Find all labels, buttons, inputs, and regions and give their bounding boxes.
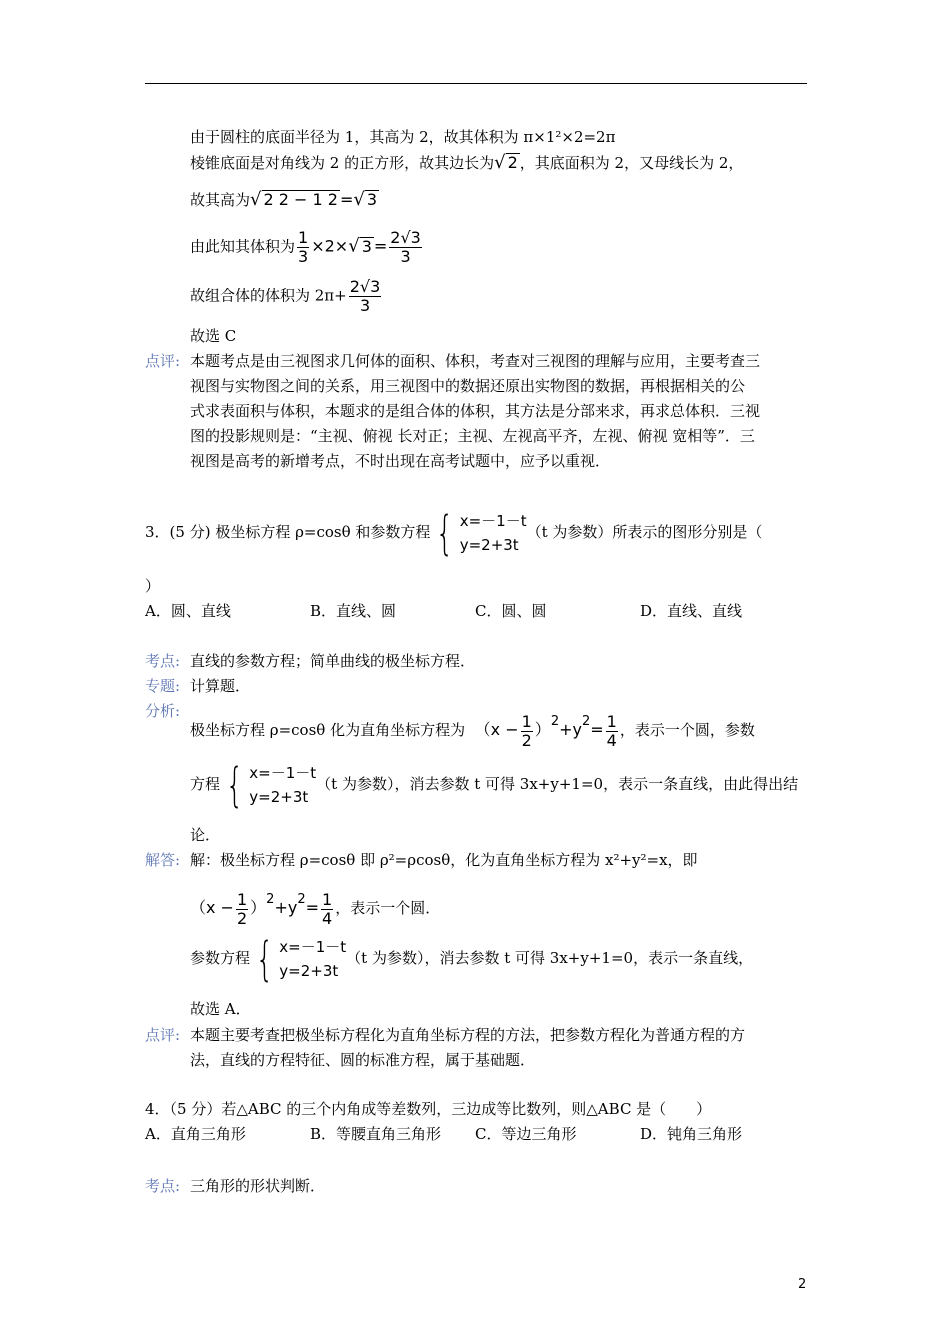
question-4-stem: 4．（5 分）若△ABC 的三个内角成等差数列，三边成等比数列，则△ABC 是（ ） — [145, 1100, 712, 1118]
review-label: 点评: — [145, 352, 181, 370]
review-text: 本题考点是由三视图求几何体的面积、体积，考查对三视图的理解与应用，主要考查三 — [190, 352, 761, 370]
kaodian-text: 三角形的形状判断． — [190, 1177, 326, 1195]
header-rule — [145, 83, 807, 84]
fenxi-line: 方程 { x=－1－t y=2+3t （t 为参数），消去参数 t 可得 3x+y+1=0，表示一条直线，由此得出结 — [190, 758, 799, 812]
solution-line: 由于圆柱的底面半径为 1，其高为 2，故其体积为 π×1²×2=2π — [190, 128, 616, 146]
review-text: 本题主要考查把极坐标方程化为直角坐标方程的方法，把参数方程化为普通方程的方 — [190, 1026, 746, 1044]
option-c: C．圆、圆 — [475, 602, 547, 620]
solution-line: 由此知其体积为 $\frac{1}{3}$ ×2×√ 3 = $\frac{2√3}{3}$ — [190, 228, 421, 266]
question-3-stem-end: ） — [145, 577, 161, 595]
solution-line: 故组合体的体积为 2π+ $\frac{2√3}{3}$ — [190, 277, 381, 315]
zhuanti-label: 专题: — [145, 677, 181, 695]
fenxi-line: 极坐标方程 ρ=cosθ 化为直角坐标方程为 （x − $\frac{1}{2}$ ）2+y2= $\frac{1}{4}$ ，表示一个圆，参数 — [190, 711, 755, 750]
kaodian-label: 考点: — [145, 652, 181, 670]
option-a: A．圆、直线 — [145, 602, 231, 620]
option-b: B．直线、圆 — [310, 602, 397, 620]
option-c: C．等边三角形 — [475, 1125, 577, 1143]
jieda-line: 参数方程 { x=－1－t y=2+3t （t 为参数），消去参数 t 可得 3x+y+1=0，表示一条直线， — [190, 932, 754, 986]
fenxi-label: 分析: — [145, 702, 181, 720]
review-label: 点评: — [145, 1026, 181, 1044]
option-a: A．直角三角形 — [145, 1125, 246, 1143]
solution-line: 故其高为√ 2 2 − 1 2 =√ 3 — [190, 189, 378, 210]
zhuanti-text: 计算题． — [190, 677, 251, 695]
question-3-stem: 3．(5 分) 极坐标方程 ρ=cosθ 和参数方程 { x=－1－t y=2+3t （t 为参数）所表示的图形分别是（ — [145, 506, 763, 560]
option-d: D．钝角三角形 — [640, 1125, 743, 1143]
kaodian-text: 直线的参数方程；简单曲线的极坐标方程． — [190, 652, 476, 670]
review-text: 图的投影规则是：“主视、俯视 长对正；主视、左视高平齐，左视、俯视 宽相等”．三 — [190, 427, 755, 445]
option-d: D．直线、直线 — [640, 602, 743, 620]
fenxi-line: 论． — [190, 826, 221, 844]
option-b: B．等腰直角三角形 — [310, 1125, 442, 1143]
jieda-line: 解：极坐标方程 ρ=cosθ 即 ρ²=ρcosθ，化为直角坐标方程为 x²+y²=x，即 — [190, 851, 698, 869]
review-text: 视图是高考的新增考点，不时出现在高考试题中，应予以重视． — [190, 452, 611, 470]
answer-choice: 故选 A． — [190, 1000, 251, 1018]
jieda-line: （x − $\frac{1}{2}$ ）2+y2= $\frac{1}{4}$ ，表示一个圆． — [190, 889, 441, 928]
kaodian-label: 考点: — [145, 1177, 181, 1195]
review-text: 视图与实物图之间的关系，用三视图中的数据还原出实物图的数据，再根据相关的公 — [190, 377, 746, 395]
review-text: 法，直线的方程特征、圆的标准方程，属于基础题． — [190, 1051, 536, 1069]
solution-line: 棱锥底面是对角线为 2 的正方形，故其边长为√ 2 ，其底面积为 2，又母线长为 2， — [190, 152, 744, 173]
jieda-label: 解答: — [145, 851, 181, 869]
review-text: 式求表面积与体积，本题求的是组合体的体积，其方法是分部来求，再求总体积．三视 — [190, 402, 761, 420]
answer-choice: 故选 C — [190, 327, 237, 345]
page-number: 2 — [798, 1277, 807, 1292]
